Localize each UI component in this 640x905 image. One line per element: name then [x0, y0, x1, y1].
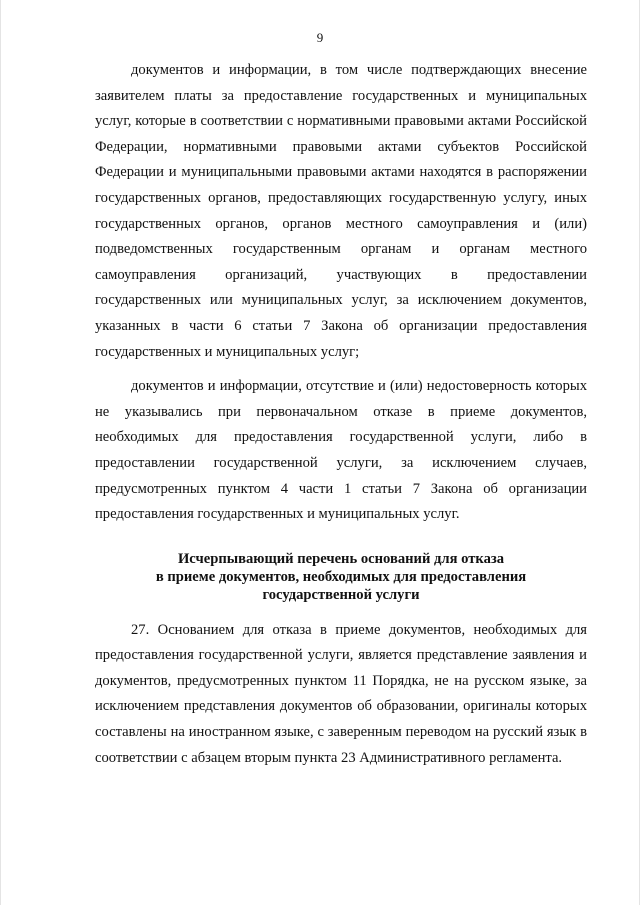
section-heading-line-1: Исчерпывающий перечень оснований для отказа	[177, 550, 505, 567]
section-heading-line-3: государственной услуги	[262, 586, 420, 603]
section-heading-line-2: в приеме документов, необходимых для предоставления	[155, 568, 527, 585]
paragraph-documents-information: документов и информации, в том числе подтверждающих внесение заявителем платы за предоставление государственных и муниципальных услуг, которые в соответствии с нормативными правовыми актами Российской Федерации, нормативными правовыми актами субъектов Российской Федерации и муниципальными правовыми актами находятся в распоряжении государственных органов, предоставляющих государственную услугу, иных государственных органов, органов местного самоуправления и (или) подведомственных государственным органам и органам местного самоуправления организаций, участвующих в предоставлении государственных или муниципальных услуг, за исключением документов, указанных в части 6 статьи 7 Закона об организации предоставления государственных и муниципальных услуг;	[95, 62, 587, 360]
paragraph-27: 27. Основанием для отказа в приеме документов, необходимых для предоставления государственной услуги, является представление заявления и документов, предусмотренных пунктом 11 Порядка, не на русском языке, за исключением представления документов об образовании, оригиналы которых составлены на иностранном языке, с заверенным переводом на русский язык в соответствии с абзацем вторым пункта 23 Административного регламента.	[95, 621, 587, 766]
page-number: 9	[316, 30, 324, 45]
document-body	[95, 58, 587, 771]
section-heading	[95, 550, 587, 604]
paragraph-missing-documents: документов и информации, отсутствие и (или) недостоверность которых не указывались при первоначальном отказе в приеме документов, необходимых для предоставления государственной услуги, либо в предоставлении государственной услуги, за исключением случаев, предусмотренных пунктом 4 части 1 статьи 7 Закона об организации предоставления государственных и муниципальных услуг.	[95, 378, 587, 523]
